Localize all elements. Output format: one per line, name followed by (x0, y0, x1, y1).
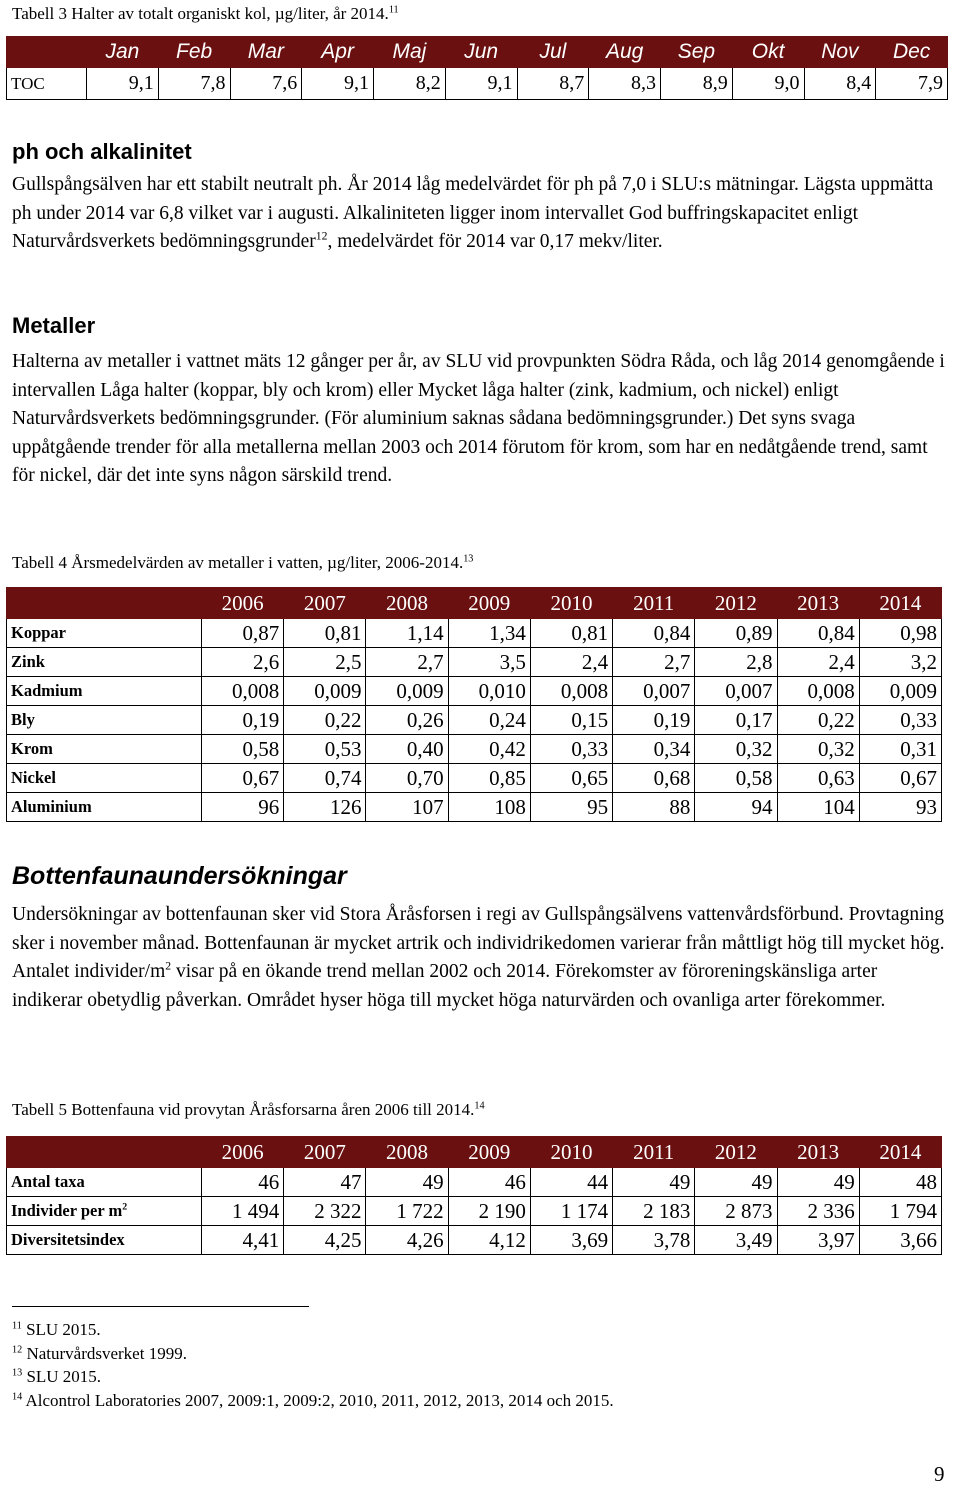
metals-header-corner (7, 588, 202, 619)
footnotes (12, 1318, 614, 1412)
fauna-sup: 2 (165, 959, 172, 973)
fauna-cell: 47 (284, 1168, 366, 1197)
metals-row-label: Zink (7, 648, 202, 677)
metals-header-year: 2014 (859, 588, 941, 619)
metals-cell: 0,42 (448, 735, 530, 764)
metals-cell: 0,74 (284, 764, 366, 793)
fauna-header-year: 2012 (695, 1137, 777, 1168)
metals-cell: 0,008 (202, 677, 284, 706)
ph-paragraph: Gullspångsälven har ett stabilt neutralt ph. År 2014 låg medelvärdet för ph på 7,0 i SLU:s mätningar. Lägsta uppmätta ph under 2014 var 6,8 vilket var i augusti. Alkaliniteten ligger inom intervallet God buffringskapacitet enligt Naturvårdsverkets bedömningsgrunder$^{12}$, medelvärdet för 2014 var 0,17 mekv/liter. (12, 174, 934, 252)
fauna-cell: 49 (695, 1168, 777, 1197)
fauna-header-year: 2009 (448, 1137, 530, 1168)
metals-heading: Metaller (12, 313, 96, 338)
table-row (7, 1226, 942, 1255)
metals-cell: 0,010 (448, 677, 530, 706)
metals-cell: 2,7 (366, 648, 448, 677)
metals-row-label: Aluminium (7, 793, 202, 822)
metals-cell: 126 (284, 793, 366, 822)
toc-header-corner (7, 37, 87, 68)
fauna-header-year: 2007 (284, 1137, 366, 1168)
fauna-cell: 3,49 (695, 1226, 777, 1255)
metals-row-label: Koppar (7, 619, 202, 648)
toc-cell: 9,1 (87, 68, 159, 100)
table-row (7, 793, 942, 822)
metals-cell: 0,31 (859, 735, 941, 764)
toc-header-month: Feb (158, 37, 230, 68)
metals-header-year: 2010 (530, 588, 612, 619)
toc-header-month: Sep (661, 37, 733, 68)
toc-header-month: Apr (302, 37, 374, 68)
table-row (7, 677, 942, 706)
fauna-heading: Bottenfaunaundersökningar (12, 862, 347, 890)
table4-caption-ref: 13 (463, 553, 474, 565)
metals-cell: 0,58 (202, 735, 284, 764)
metals-cell: 0,22 (284, 706, 366, 735)
table-row (7, 619, 942, 648)
metals-cell: 0,65 (530, 764, 612, 793)
metals-cell: 2,6 (202, 648, 284, 677)
metals-cell: 0,58 (695, 764, 777, 793)
metals-cell: 0,007 (695, 677, 777, 706)
toc-cell: 9,1 (445, 68, 517, 100)
fauna-cell: 1 722 (366, 1197, 448, 1226)
fauna-header-year: 2014 (859, 1137, 941, 1168)
table-row (7, 735, 942, 764)
toc-table (6, 36, 948, 100)
fauna-header-year: 2008 (366, 1137, 448, 1168)
fauna-cell: 4,12 (448, 1226, 530, 1255)
table-row (7, 1197, 942, 1226)
metals-cell: 0,32 (695, 735, 777, 764)
table5-caption-ref: 14 (474, 1100, 485, 1112)
metals-cell: 0,33 (859, 706, 941, 735)
fauna-cell: 49 (366, 1168, 448, 1197)
metals-cell: 1,34 (448, 619, 530, 648)
page-number: 9 (934, 1462, 945, 1486)
metals-table-header (7, 588, 942, 619)
metals-header-year: 2011 (613, 588, 695, 619)
fauna-cell: 44 (530, 1168, 612, 1197)
toc-header-month: Dec (876, 37, 948, 68)
metals-row-label: Kadmium (7, 677, 202, 706)
toc-cell: 8,2 (374, 68, 446, 100)
fauna-header-year: 2010 (530, 1137, 612, 1168)
fauna-table-body (7, 1168, 942, 1255)
metals-cell: 2,4 (530, 648, 612, 677)
toc-cell: 8,3 (589, 68, 661, 100)
fauna-header-year: 2011 (613, 1137, 695, 1168)
metals-cell: 0,17 (695, 706, 777, 735)
metals-row-label: Krom (7, 735, 202, 764)
fauna-row-label: Individer per $m^2$ (7, 1197, 202, 1226)
toc-cell: 8,4 (804, 68, 876, 100)
table4-caption: Tabell 4 Årsmedelvärden av metaller i vatten, µg/liter, 2006-2014.13 (12, 553, 474, 572)
metals-cell: 0,85 (448, 764, 530, 793)
metals-cell: 0,009 (284, 677, 366, 706)
metals-cell: 0,33 (530, 735, 612, 764)
ph-ref: 12 (315, 229, 328, 243)
metals-table (6, 587, 942, 822)
fauna-cell: 48 (859, 1168, 941, 1197)
footnote-11: $^{11}$ SLU 2015. (12, 1320, 101, 1339)
metals-cell: 3,2 (859, 648, 941, 677)
toc-table-header (7, 37, 948, 68)
toc-cell: 7,9 (876, 68, 948, 100)
metals-cell: 108 (448, 793, 530, 822)
metals-cell: 0,40 (366, 735, 448, 764)
fauna-cell: 4,26 (366, 1226, 448, 1255)
metals-cell: 0,81 (530, 619, 612, 648)
table3-caption-ref: 11 (388, 4, 399, 16)
metals-cell: 0,007 (613, 677, 695, 706)
toc-row-label: TOC (7, 68, 87, 100)
fauna-row-label: Antal taxa (7, 1168, 202, 1197)
metals-cell: 0,89 (695, 619, 777, 648)
fauna-cell: 3,78 (613, 1226, 695, 1255)
metals-cell: 2,4 (777, 648, 859, 677)
metals-cell: 104 (777, 793, 859, 822)
metals-cell: 0,68 (613, 764, 695, 793)
fauna-cell: 1 794 (859, 1197, 941, 1226)
metals-cell: 0,24 (448, 706, 530, 735)
metals-cell: 107 (366, 793, 448, 822)
fauna-header-year: 2006 (202, 1137, 284, 1168)
metals-cell: 0,009 (366, 677, 448, 706)
metals-cell: 0,32 (777, 735, 859, 764)
fauna-cell: 1 174 (530, 1197, 612, 1226)
fauna-paragraph: Undersökningar av bottenfaunan sker vid Stora Åråsforsen i regi av Gullspångsälvens vattenvårdsförbund. Provtagning sker i november månad. Bottenfaunan är mycket artrik och individrikedomen varierar från måttligt hög till mycket hög. Antalet individer/$m^2$ visar på en ökande trend mellan 2002 och 2014. Förekomster av föroreningskänsliga arter indikerar obetydlig påverkan. Området hyser höga till mycket höga naturvärden och ovanliga arter förekommer. (12, 904, 945, 1011)
fauna-cell: 2 190 (448, 1197, 530, 1226)
toc-cell: 7,6 (230, 68, 302, 100)
toc-header-month: Okt (732, 37, 804, 68)
toc-cell: 8,9 (661, 68, 733, 100)
metals-header-year: 2012 (695, 588, 777, 619)
metals-cell: 0,19 (613, 706, 695, 735)
metals-cell: 0,70 (366, 764, 448, 793)
metals-cell: 0,22 (777, 706, 859, 735)
footnote-divider (12, 1306, 309, 1307)
metals-header-year: 2013 (777, 588, 859, 619)
metals-cell: 0,98 (859, 619, 941, 648)
metals-cell: 2,8 (695, 648, 777, 677)
metals-cell: 94 (695, 793, 777, 822)
fauna-cell: 3,97 (777, 1226, 859, 1255)
metals-cell: 3,5 (448, 648, 530, 677)
toc-table-row (7, 68, 948, 100)
fauna-row-label: Diversitetsindex (7, 1226, 202, 1255)
metals-cell: 0,009 (859, 677, 941, 706)
fauna-header-year: 2013 (777, 1137, 859, 1168)
metals-cell: 0,34 (613, 735, 695, 764)
table-row (7, 1168, 942, 1197)
fauna-cell: 3,66 (859, 1226, 941, 1255)
toc-header-month: Jun (445, 37, 517, 68)
toc-header-month: Jul (517, 37, 589, 68)
toc-header-month: Jan (87, 37, 159, 68)
table-row (7, 648, 942, 677)
metals-cell: 96 (202, 793, 284, 822)
fauna-cell: 46 (202, 1168, 284, 1197)
table3-caption: Tabell 3 Halter av totalt organiskt kol, µg/liter, år 2014.11 (12, 4, 399, 23)
metals-cell: 0,84 (613, 619, 695, 648)
fauna-table-header (7, 1137, 942, 1168)
metals-header-year: 2009 (448, 588, 530, 619)
toc-header-month: Nov (804, 37, 876, 68)
fauna-cell: 2 183 (613, 1197, 695, 1226)
metals-row-label: Nickel (7, 764, 202, 793)
metals-cell: 0,26 (366, 706, 448, 735)
fauna-cell: 2 873 (695, 1197, 777, 1226)
metals-cell: 1,14 (366, 619, 448, 648)
metals-cell: 0,87 (202, 619, 284, 648)
metals-cell: 0,19 (202, 706, 284, 735)
fauna-cell: 2 336 (777, 1197, 859, 1226)
fauna-cell: 4,41 (202, 1226, 284, 1255)
toc-cell: 8,7 (517, 68, 589, 100)
footnote-13: $^{13}$ SLU 2015. (12, 1367, 102, 1386)
fauna-header-corner (7, 1137, 202, 1168)
toc-header-month: Mar (230, 37, 302, 68)
metals-header-year: 2007 (284, 588, 366, 619)
metals-row-label: Bly (7, 706, 202, 735)
metals-header-year: 2006 (202, 588, 284, 619)
metals-cell: 0,67 (202, 764, 284, 793)
table-row (7, 764, 942, 793)
metals-paragraph: Halterna av metaller i vattnet mäts 12 gånger per år, av SLU vid provpunkten Södra Råda, och låg 2014 genomgående i intervallen Låga halter (koppar, bly och krom) eller Mycket låga halter (zink, kadmium, och nickel) enligt Naturvårdsverkets bedömningsgrunder. (För aluminium saknas sådana bedömningsgrunder.) Det syns svaga uppåtgående trender för alla metallerna mellan 2003 och 2014 förutom för krom, som har en nedåtgående trend, samt för nickel, där det inte syns någon särskild trend. (12, 351, 945, 486)
fauna-cell: 4,25 (284, 1226, 366, 1255)
metals-cell: 0,63 (777, 764, 859, 793)
metals-cell: 0,53 (284, 735, 366, 764)
table5-caption: Tabell 5 Bottenfauna vid provytan Åråsforsarna åren 2006 till 2014.14 (12, 1100, 485, 1119)
toc-cell: 9,0 (732, 68, 804, 100)
footnote-12: $^{12}$ Naturvårdsverket 1999. (12, 1343, 187, 1363)
fauna-cell: 49 (777, 1168, 859, 1197)
metals-cell: 2,5 (284, 648, 366, 677)
metals-cell: 2,7 (613, 648, 695, 677)
fauna-cell: 46 (448, 1168, 530, 1197)
toc-header-month: Maj (374, 37, 446, 68)
metals-cell: 0,008 (777, 677, 859, 706)
metals-cell: 0,84 (777, 619, 859, 648)
fauna-cell: 1 494 (202, 1197, 284, 1226)
metals-table-body (7, 619, 942, 822)
metals-cell: 95 (530, 793, 612, 822)
metals-cell: 0,008 (530, 677, 612, 706)
table-row (7, 706, 942, 735)
metals-cell: 0,81 (284, 619, 366, 648)
fauna-cell: 2 322 (284, 1197, 366, 1226)
footnote-14: $^{14}$ Alcontrol Laboratories 2007, 2009:1, 2009:2, 2010, 2011, 2012, 2013, 2014 och 2015. (12, 1390, 614, 1410)
toc-cell: 7,8 (158, 68, 230, 100)
ph-heading: ph och alkalinitet (12, 139, 192, 164)
metals-cell: 0,67 (859, 764, 941, 793)
metals-header-year: 2008 (366, 588, 448, 619)
metals-cell: 93 (859, 793, 941, 822)
fauna-table (6, 1136, 942, 1255)
toc-header-month: Aug (589, 37, 661, 68)
metals-cell: 0,15 (530, 706, 612, 735)
fauna-cell: 49 (613, 1168, 695, 1197)
metals-cell: 88 (613, 793, 695, 822)
toc-cell: 9,1 (302, 68, 374, 100)
fauna-cell: 3,69 (530, 1226, 612, 1255)
